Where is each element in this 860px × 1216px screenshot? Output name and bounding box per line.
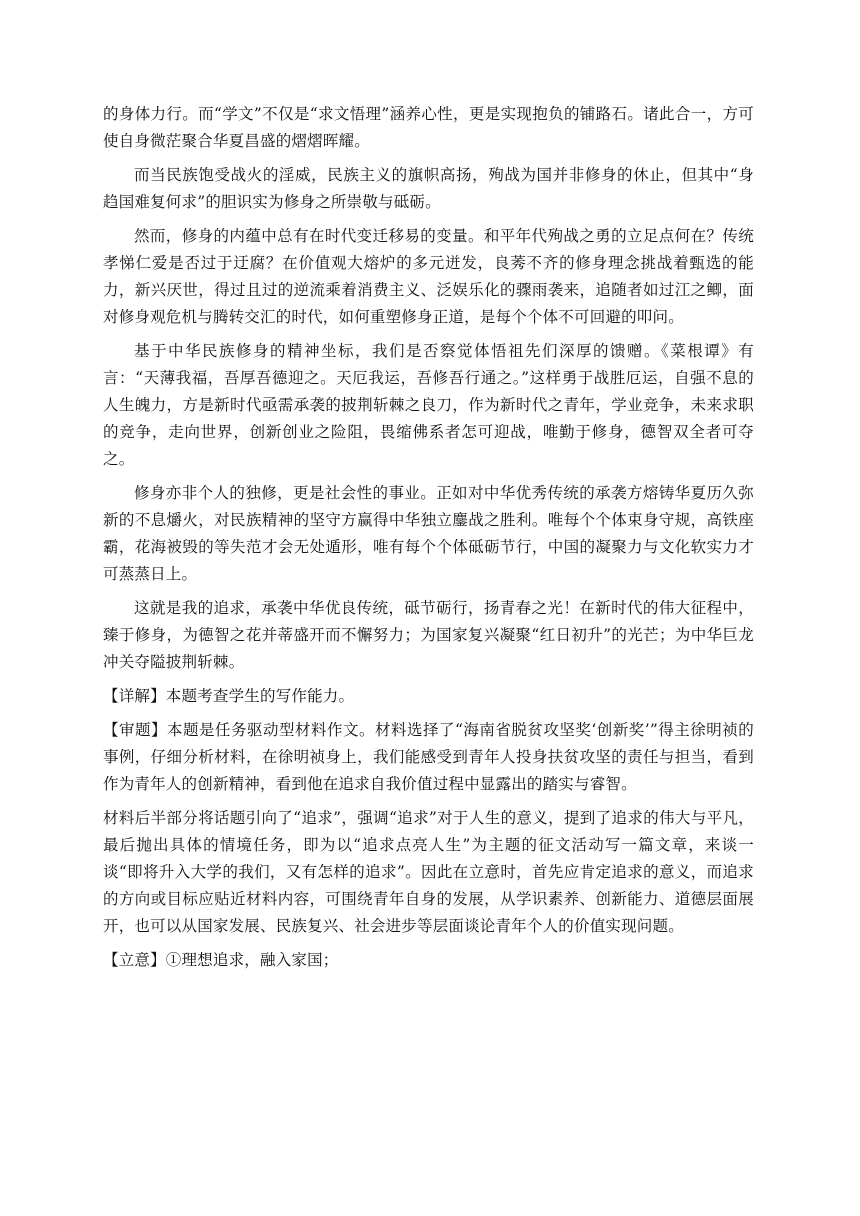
paragraph-3: 然而，修身的内蕴中总有在时代变迁移易的变量。和平年代殉战之勇的立足点何在？传统孝悌仁爱是否过于迂腐？在价值观大熔炉的多元迸发，良莠不齐的修身理念挑战着甄选的能力，新兴厌世，得过且过的逆流乘着消费主义、泛娱乐化的骤雨袭来，追随者如过江之鲫，面对修身观危机与腾转交汇的时代，如何重塑修身正道，是每个个体不可回避的叩问。 <box>103 227 754 326</box>
paragraph-2: 而当民族饱受战火的淫威，民族主义的旗帜高扬，殉战为国并非修身的休止，但其中“身趋国难复何求”的胆识实为修身之所崇敬与砥砺。 <box>103 166 754 211</box>
review-paragraph: 【审题】本题是任务驱动型材料作文。材料选择了“海南省脱贫攻坚奖‘创新奖’”得主徐明祯的事例，仔细分析材料，在徐明祯身上，我们能感受到青年人投身扶贫攻坚的责任与担当，看到作为青年人的创新精神，看到他在追求自我价值过程中显露出的踏实与睿智。 <box>103 721 754 793</box>
detail-paragraph: 【详解】本题考查学生的写作能力。 <box>103 687 355 705</box>
material-analysis-paragraph: 材料后半部分将话题引向了“追求”，强调“追求”对于人生的意义，提到了追求的伟大与平凡，最后抛出具体的情境任务，即为以“追求点亮人生”为主题的征文活动写一篇文章，来谈一谈“即将升入大学的我们，又有怎样的追求”。因此在立意时，首先应肯定追求的意义，而追求的方向或目标应贴近材料内容，可围绕青年自身的发展，从学识素养、创新能力、道德层面展开，也可以从国家发展、民族复兴、社会进步等层面谈论青年个人的价值实现问题。 <box>103 809 754 935</box>
paragraph-1: 的身体力行。而“学文”不仅是“求文悟理”涵养心性，更是实现抱负的铺路石。诸此合一，方可使自身微茫聚合华夏昌盛的熠熠晖耀。 <box>103 105 754 150</box>
paragraph-4: 基于中华民族修身的精神坐标，我们是否察觉体悟祖先们深厚的馈赠。《菜根谭》有言：“天薄我福，吾厚吾德迎之。天厄我运，吾修吾行通之。”这样勇于战胜厄运，自强不息的人生魄力，方是新时代亟需承袭的披荆斩棘之良刀，作为新时代之青年，学业竞争，未来求职的竞争，走向世界，创新创业之险阻，畏缩佛系者怎可迎战，唯勤于修身，德智双全者可夺之。 <box>103 342 754 468</box>
paragraph-5: 修身亦非个人的独修，更是社会性的事业。正如对中华优秀传统的承袭方熔铸华夏历久弥新的不息爝火，对民族精神的坚守方赢得中华独立鏖战之胜利。唯每个个体束身守规，高铁座霸，花海被毁的等失范才会无处遁形，唯有每个个体砥砺节行，中国的凝聚力与文化软实力才可蒸蒸日上。 <box>103 484 754 583</box>
document-body <box>103 101 754 981</box>
thesis-paragraph: 【立意】①理想追求，融入家国； <box>103 951 339 969</box>
paragraph-6: 这就是我的追求，承袭中华优良传统，砥节砺行，扬青春之光！在新时代的伟大征程中，臻于修身，为德智之花并蒂盛开而不懈努力；为国家复兴凝聚“红日初升”的光芒；为中华巨龙冲关夺隘披荆斩棘。 <box>103 599 754 671</box>
